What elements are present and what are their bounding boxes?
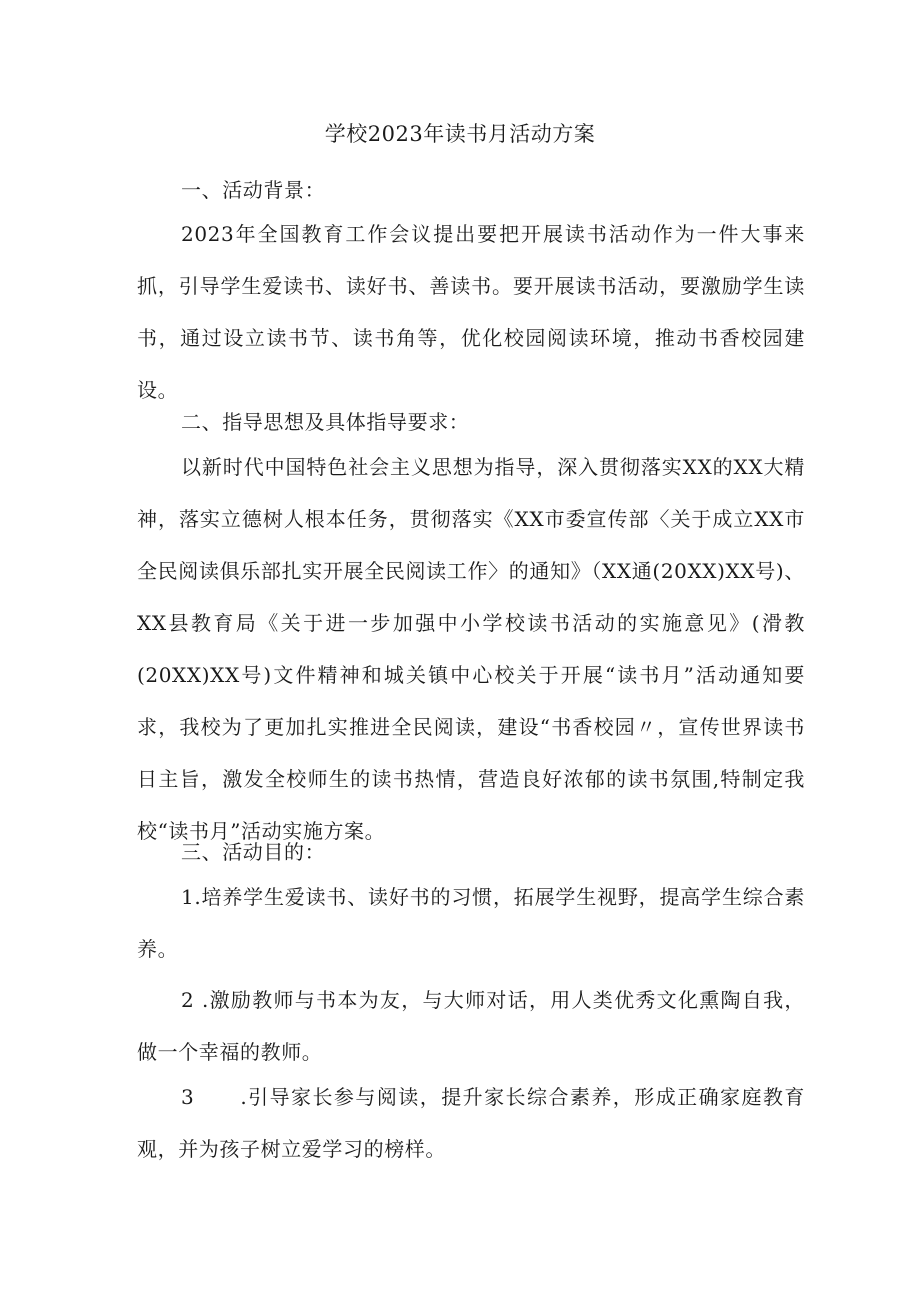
section-body-background: 2023年全国教育工作会议提出要把开展读书活动作为一件大事来抓，引导学生爱读书、读好书、善读书。要开展读书活动，要激励学生读书，通过设立读书节、读书角等，优化校园阅读环境，推动书香校园建设。: [137, 222, 805, 402]
section-heading-purpose: 三、活动目的：: [181, 840, 326, 864]
section-heading-background: 一、活动背景：: [181, 178, 326, 202]
list-item-text: .激励教师与书本为友，与大师对话，用人类优秀文化熏陶自我，做一个幸福的教师。: [137, 988, 805, 1064]
list-item-purpose-3: [137, 1071, 805, 1175]
list-item-number: 3: [181, 1085, 195, 1109]
section-heading-guidance: 二、指导思想及具体指导要求：: [181, 410, 470, 434]
list-item-text: .培养学生爱读书、读好书的习惯，拓展学生视野，提高学生综合素养。: [137, 885, 805, 961]
list-item-text: .引导家长参与阅读，提升家长综合素养，形成正确家庭教育观，并为孩子树立爱学习的榜样。: [137, 1085, 805, 1161]
list-item-purpose-2: [137, 974, 805, 1078]
list-item-number: 2: [181, 988, 195, 1012]
document-title: 学校2023年读书月活动方案: [324, 122, 596, 146]
section-body-guidance: 以新时代中国特色社会主义思想为指导，深入贯彻落实XX的XX大精神，落实立德树人根本任务，贯彻落实《XX市委宣传部〈关于成立XX市全民阅读俱乐部扎实开展全民阅读工作〉的通知》（XX通(20XX)XX号)、XX县教育局《关于进一步加强中小学校读书活动的实施意见》(滑教(20XX)XX号)文件精神和城关镇中心校关于开展“读书月”活动通知要求，我校为了更加扎实推进全民阅读，建设“书香校园〃，宣传世界读书日主旨，激发全校师生的读书热情，营造良好浓郁的读书氛围,特制定我校“读书月”活动实施方案。: [137, 455, 805, 843]
list-item-purpose-1: [137, 871, 805, 975]
list-item-number: 1: [181, 885, 195, 909]
